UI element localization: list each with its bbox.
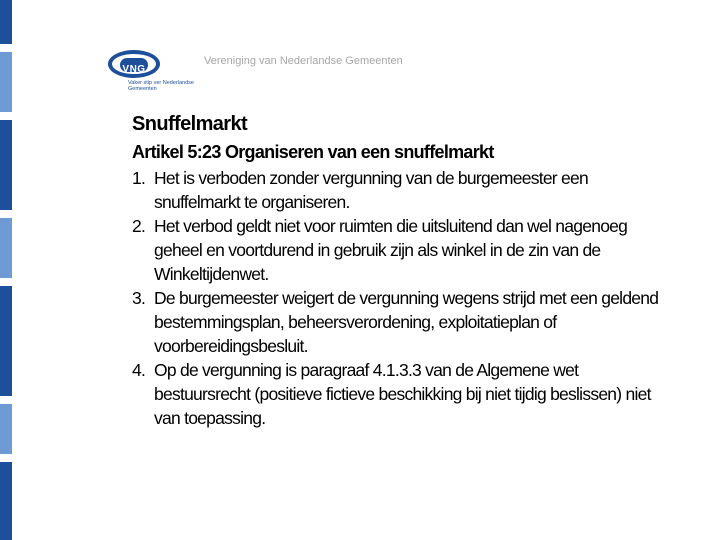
stripe-segment — [0, 286, 12, 396]
logo-tagline: Vaker stip ver Nederlandse Gemeenten — [128, 80, 194, 92]
document-body — [132, 112, 672, 430]
logo-text: VNG — [122, 64, 146, 75]
document-title: Snuffelmarkt — [132, 113, 248, 135]
item-number: 2. — [132, 216, 146, 236]
organization-name: Vereniging van Nederlandse Gemeenten — [204, 55, 403, 67]
stripe-segment — [0, 404, 12, 454]
item-number: 1. — [132, 168, 146, 188]
article-list — [132, 166, 672, 430]
item-text: Het is verboden zonder vergunning van de burgemeester een snuffelmarkt te organiseren. — [154, 168, 588, 212]
logo-emblem — [108, 50, 160, 78]
vng-logo — [106, 44, 196, 100]
list-item — [132, 286, 672, 358]
decorative-side-stripe — [0, 0, 14, 540]
item-text: De burgemeester weigert de vergunning wegens strijd met een geldend bestemmingsplan, beheersverordening, exploitatieplan of voorbereidingsbesluit. — [154, 288, 659, 356]
item-text: Het verbod geldt niet voor ruimten die uitsluitend dan wel nagenoeg geheel en voortdurend in gebruik zijn als winkel in de zin van de Winkeltijdenwet. — [154, 216, 628, 284]
article-heading: Artikel 5:23 Organiseren van een snuffelmarkt — [132, 142, 494, 162]
item-number: 3. — [132, 288, 146, 308]
stripe-segment — [0, 462, 12, 540]
stripe-segment — [0, 52, 12, 112]
list-item — [132, 214, 672, 286]
stripe-segment — [0, 218, 12, 278]
stripe-segment — [0, 120, 12, 210]
list-item — [132, 166, 672, 214]
item-number: 4. — [132, 360, 146, 380]
list-item — [132, 358, 672, 430]
stripe-segment — [0, 0, 12, 44]
item-text: Op de vergunning is paragraaf 4.1.3.3 van de Algemene wet bestuursrecht (positieve fictieve beschikking bij niet tijdig beslissen) niet van toepassing. — [154, 360, 651, 428]
logo-badge — [120, 58, 148, 75]
